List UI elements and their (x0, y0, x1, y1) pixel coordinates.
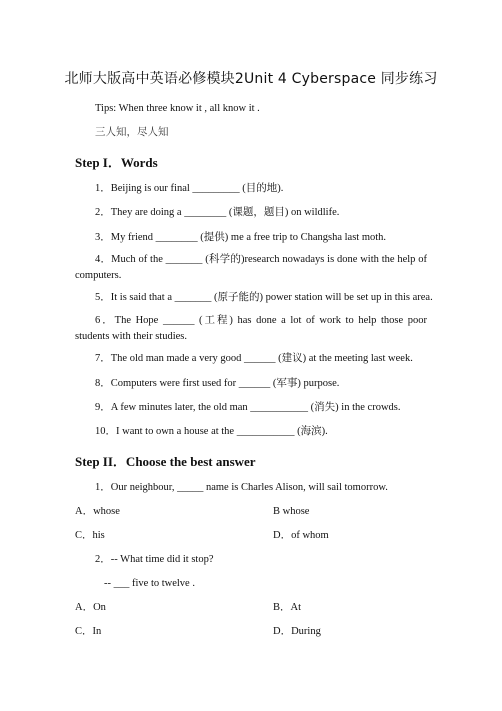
answer-option: D．of whom (273, 530, 329, 541)
page-title: 北师大版高中英语必修模块2Unit 4 Cyberspace 同步练习 (64, 71, 438, 87)
words-item: 8．Computers were first used for ______ (军事) purpose. (95, 378, 340, 389)
question-stem-reply: -- ___ five to twelve . (104, 578, 195, 589)
words-item: 3．My friend ________ (提供) me a free trip to Changsha last moth. (95, 232, 387, 243)
words-item: 6．The Hope ______ (工程) has done a lot of work to help those poor students with their studies. (75, 315, 427, 342)
words-item: 9．A few minutes later, the old man ___________ (消失) in the crowds. (95, 402, 401, 413)
answer-option: C．In (75, 626, 102, 637)
tips-line: Tips: When three know it , all know it . (95, 103, 260, 114)
words-item: 4．Much of the _______ (科学的)research nowadays is done with the help of computers. (75, 254, 427, 281)
words-item: 10．I want to own a house at the ___________ (海滨). (95, 426, 328, 437)
answer-option: A．whose (75, 506, 120, 517)
answer-option: B whose (273, 506, 310, 517)
tips-chinese-line: 三人知，尽人知 (95, 127, 169, 138)
answer-option: A．On (75, 602, 106, 613)
question-stem: 2．-- What time did it stop? (95, 554, 214, 565)
question-stem: 1．Our neighbour, _____ name is Charles Alison, will sail tomorrow. (95, 482, 388, 493)
words-item: 7．The old man made a very good ______ (建议) at the meeting last week. (95, 353, 413, 364)
words-item: 1．Beijing is our final _________ (目的地). (95, 183, 284, 194)
answer-option: C．his (75, 530, 105, 541)
words-item: 5．It is said that a _______ (原子能的) power station will be set up in this area. (95, 292, 433, 303)
step1-heading: Step I．Words (75, 155, 158, 170)
answer-option: D．During (273, 626, 321, 637)
answer-option: B．At (273, 602, 302, 613)
words-item: 2．They are doing a ________ (课题，题目) on wildlife. (95, 207, 340, 218)
step2-heading: Step II．Choose the best answer (75, 454, 256, 469)
